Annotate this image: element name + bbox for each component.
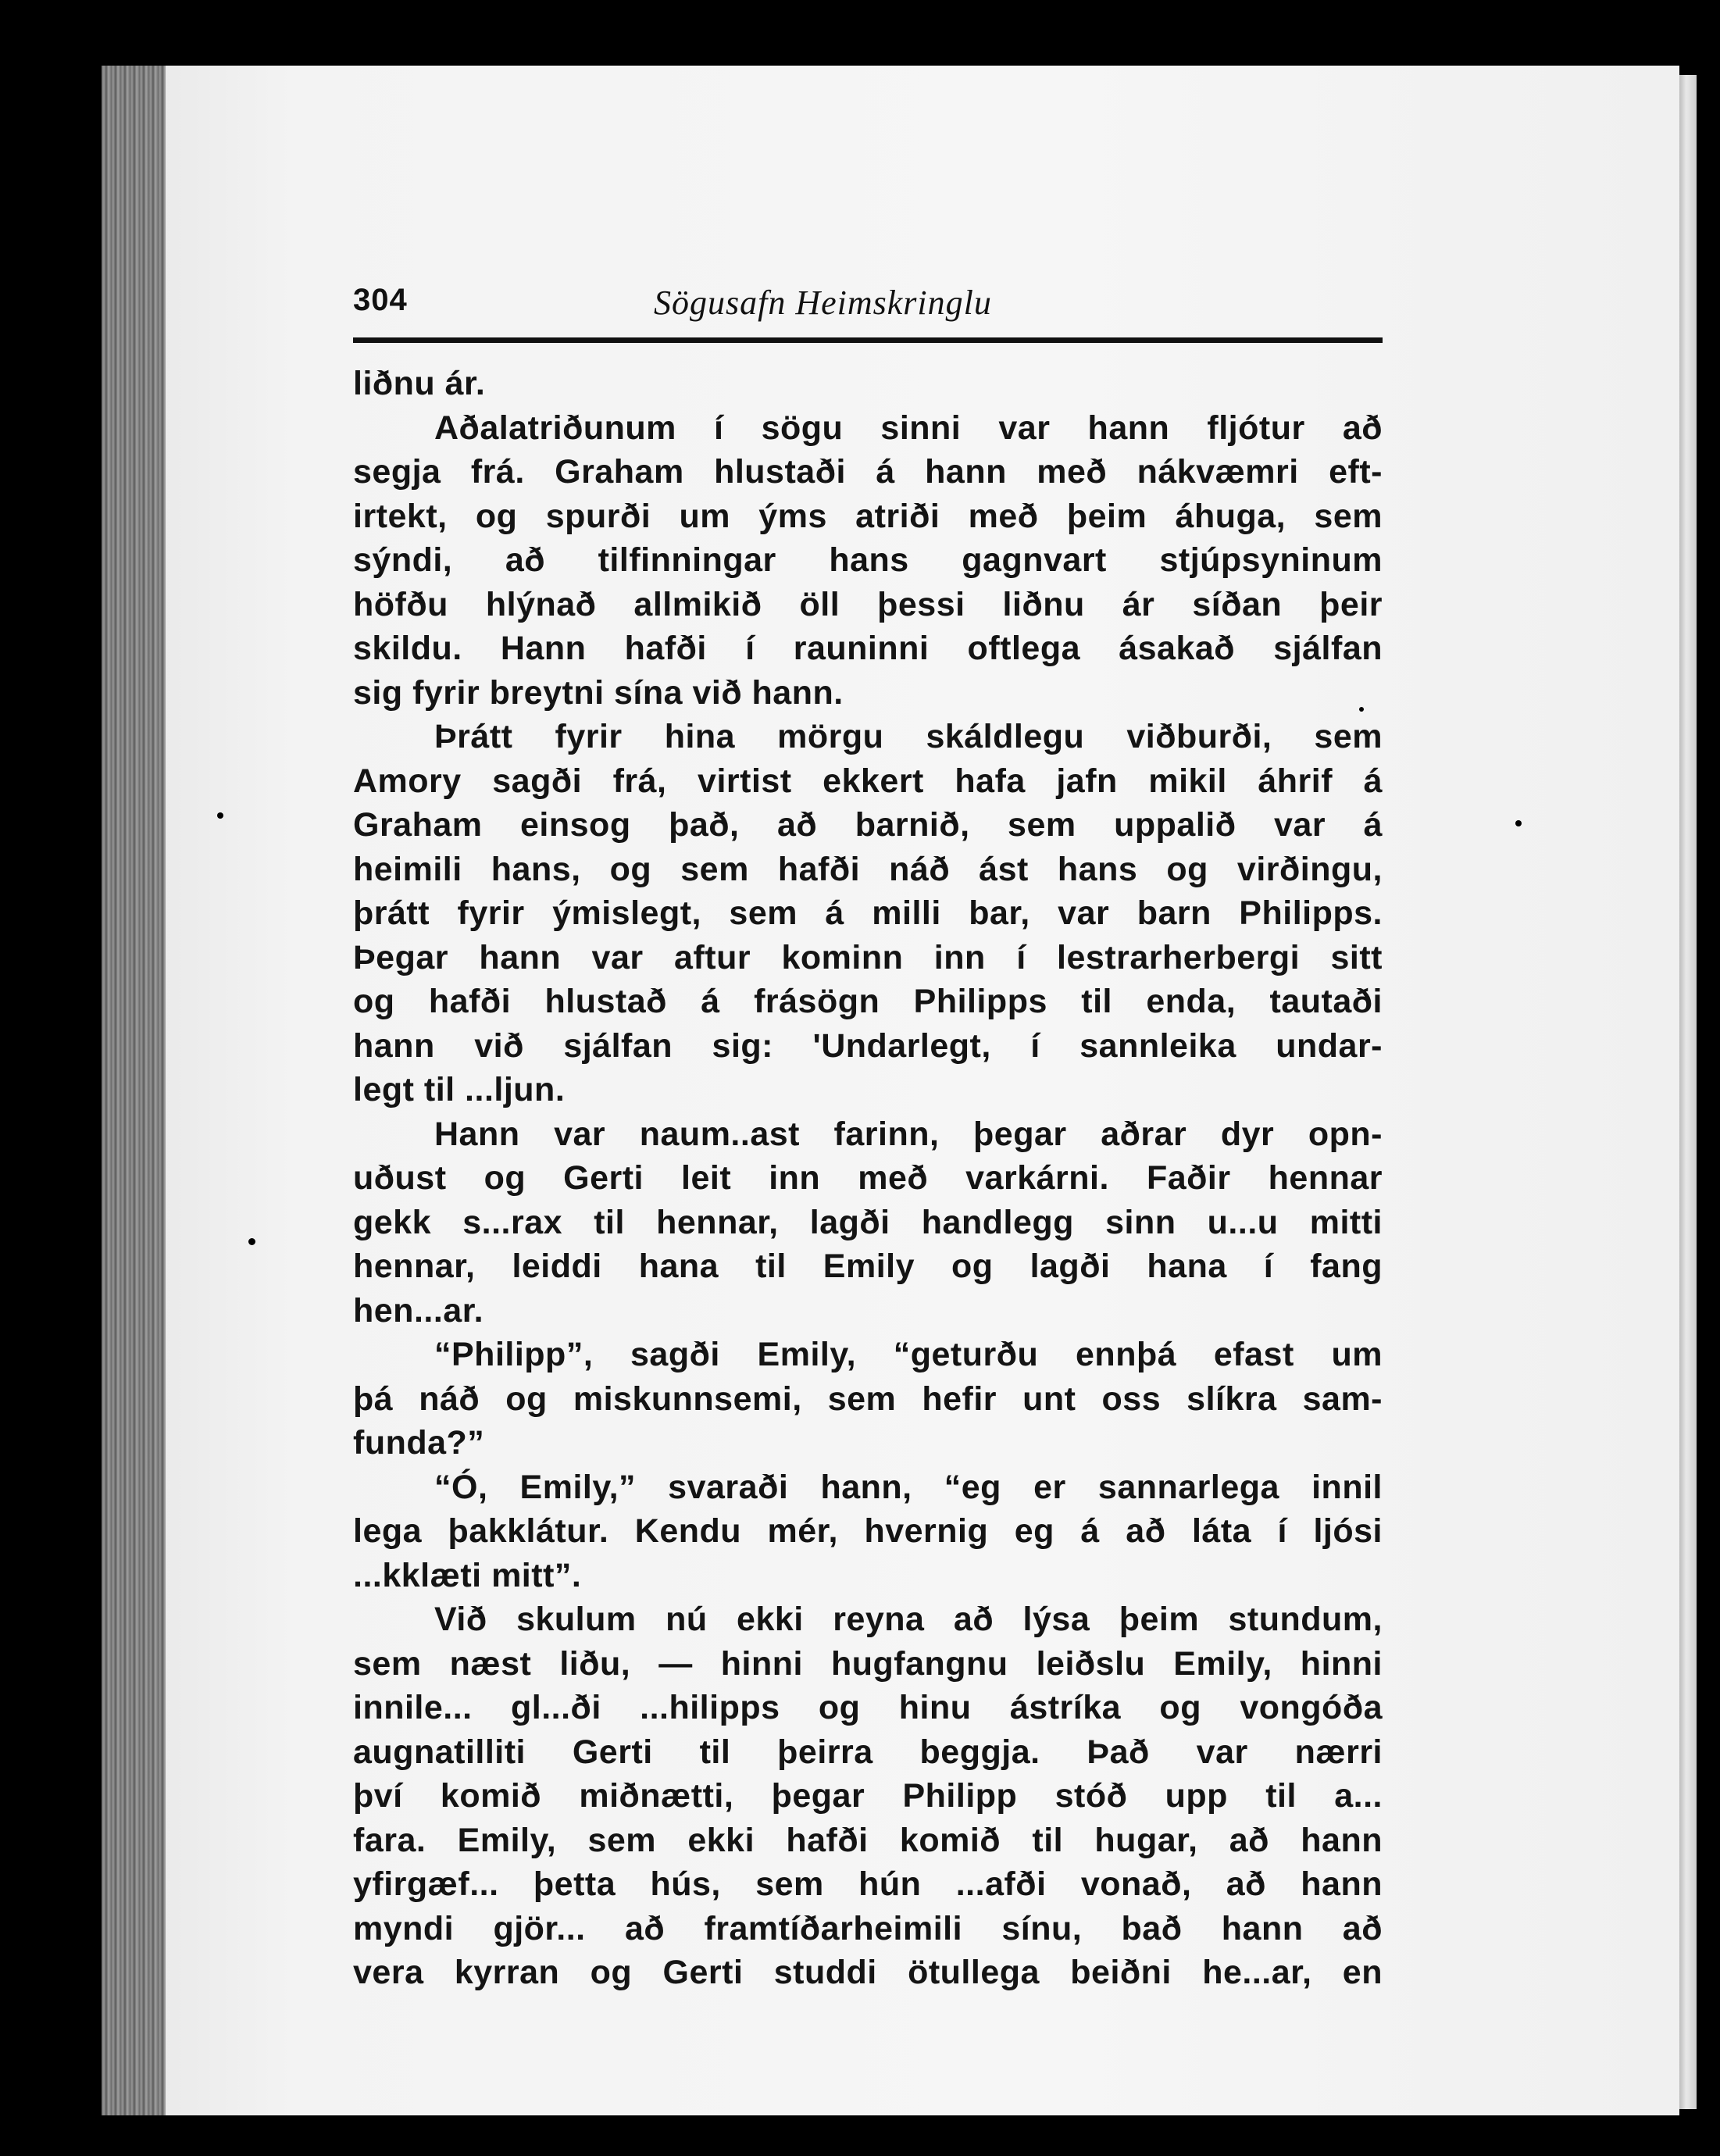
text-line: legt til ...ljun. [353,1071,566,1108]
header-rule [353,337,1383,343]
page-number: 304 [353,283,408,317]
text-line: ...kklæti mitt”. [353,1556,582,1594]
text-line: yfirgæf... þetta hús, sem hún ...afði vonað, að hann [353,1865,1383,1903]
text-line: Amory sagði frá, virtist ekkert hafa jafn mikil áhrif á [353,762,1383,800]
body-text [353,362,1383,1995]
text-line: Aðalatriðunum í sögu sinni var hann fljótur að [434,409,1383,447]
scan-speck [217,812,223,819]
text-line: hann við sjálfan sig: 'Undarlegt, í sannleika undar- [353,1026,1383,1065]
text-line: Við skulum nú ekki reyna að lýsa þeim stundum, [434,1601,1383,1638]
text-line: sem næst liðu, — hinni hugfangnu leiðslu Emily, hinni [353,1644,1383,1683]
text-line: Hann var naum..ast farinn, þegar aðrar dyr opn- [434,1115,1383,1153]
text-line: “Ó, Emily,” svaraði hann, “eg er sannarlega innil [434,1468,1383,1506]
text-line: vera kyrran og Gerti studdi ötullega beiðni he...ar, en [353,1954,1383,1991]
text-line: segja frá. Graham hlustaði á hann með nákvæmri eft- [353,453,1383,491]
text-line: uðust og Gerti leit inn með varkárni. Faðir hennar [353,1159,1383,1197]
text-line: Þegar hann var aftur kominn inn í lestrarherbergi sitt [353,938,1383,976]
text-line: “Philipp”, sagði Emily, “geturðu ennþá efast um [434,1336,1383,1373]
text-line: hen...ar. [353,1291,484,1330]
text-line: innile... gl...ði ...hilipps og hinu ástríka og vongóða [353,1689,1383,1726]
text-line: Þrátt fyrir hina mörgu skáldlegu viðburði, sem [434,718,1383,755]
page-gutter [102,66,166,2115]
running-head [353,283,1383,337]
text-line: funda?” [353,1424,485,1462]
text-line: heimili hans, og sem hafði náð ást hans og virðingu, [353,850,1383,888]
text-line: myndi gjör... að framtíðarheimili sínu, bað hann að [353,1909,1383,1947]
text-line: irtekt, og spurði um ýms atriði með þeim áhuga, sem [353,497,1383,535]
text-line: liðnu ár. [353,365,486,402]
text-line: því komið miðnætti, þegar Philipp stóð upp til a... [353,1777,1383,1815]
scan-speck [1515,820,1522,826]
text-line: höfðu hlýnað allmikið öll þessi liðnu ár síðan þeir [353,585,1383,623]
text-line: þá náð og miskunnsemi, sem hefir unt oss slíkra sam- [353,1380,1383,1418]
text-line: skildu. Hann hafði í rauninni oftlega ásakað sjálfan [353,630,1383,667]
text-line: fara. Emily, sem ekki hafði komið til hugar, að hann [353,1821,1383,1859]
text-line: Graham einsog það, að barnið, sem uppalið var á [353,806,1383,844]
page-edge [1679,75,1697,2109]
text-line: gekk s...rax til hennar, lagði handlegg sinn u...u mitti [353,1203,1383,1241]
scan-speck [1359,707,1364,712]
text-line: augnatilliti Gerti til þeirra beggja. Það var nærri [353,1733,1383,1771]
text-line: sig fyrir breytni sína við hann. [353,673,844,712]
text-line: sýndi, að tilfinningar hans gagnvart stjúpsyninum [353,541,1383,579]
text-line: lega þakklátur. Kendu mér, hvernig eg á að láta í ljósi [353,1512,1383,1550]
text-line: og hafði hlustað á frásögn Philipps til enda, tautaði [353,983,1383,1020]
scan-speck [248,1238,255,1245]
text-line: þrátt fyrir ýmislegt, sem á milli bar, var barn Philipps. [353,894,1383,932]
text-line: hennar, leiddi hana til Emily og lagði hana í fang [353,1248,1383,1285]
running-title: Sögusafn Heimskringlu [654,284,992,322]
